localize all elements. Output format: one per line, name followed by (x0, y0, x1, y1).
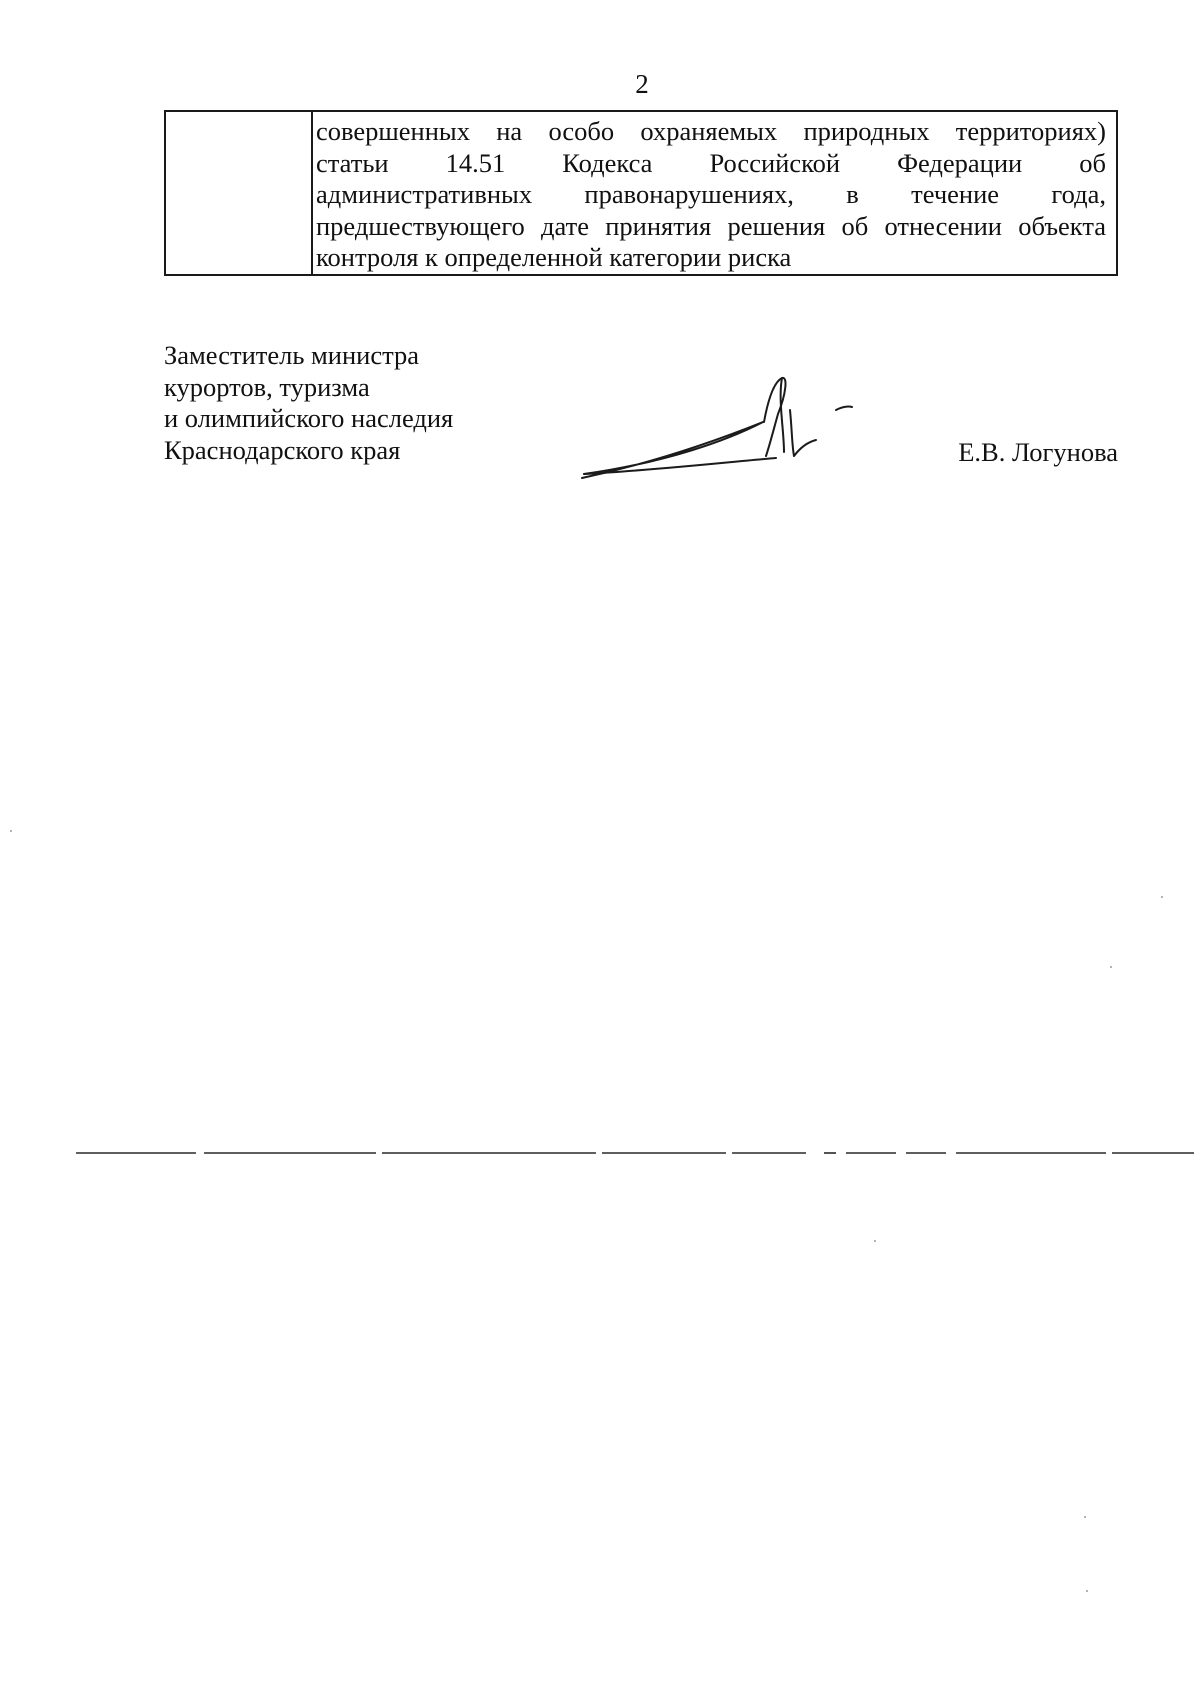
signatory-title-line: и олимпийского наследия (164, 403, 454, 433)
table-text-line: административных правонарушениях, в течение года, (316, 179, 1106, 209)
scan-fold-line (76, 1151, 1194, 1155)
signatory-title-line: курортов, туризма (164, 371, 370, 402)
handwritten-signature (578, 370, 878, 490)
signatory-title (164, 340, 453, 466)
table-text-line: статьи 14.51 Кодекса Российской Федерации об (316, 147, 1106, 178)
scan-speck (1161, 896, 1163, 898)
table-text-line: совершенных на особо охраняемых природных территориях) (316, 116, 1106, 146)
table-text-line: предшествующего дате принятия решения об отнесении объекта (316, 210, 1106, 241)
scan-speck (1110, 966, 1112, 968)
scan-speck (10, 830, 12, 832)
document-table (164, 110, 1118, 276)
page-number: 2 (635, 69, 649, 99)
signatory-title-line: Краснодарского края (164, 434, 401, 465)
table-text-line: контроля к определенной категории риска (316, 242, 792, 272)
table-cell-empty (166, 112, 313, 274)
scan-speck (1086, 1590, 1088, 1592)
scan-speck (874, 1240, 876, 1242)
signatory-title-line: Заместитель министра (164, 340, 420, 370)
scan-speck (1084, 1516, 1086, 1518)
signer-name: Е.В. Логунова (958, 437, 1118, 467)
table-cell-text (313, 112, 1116, 274)
